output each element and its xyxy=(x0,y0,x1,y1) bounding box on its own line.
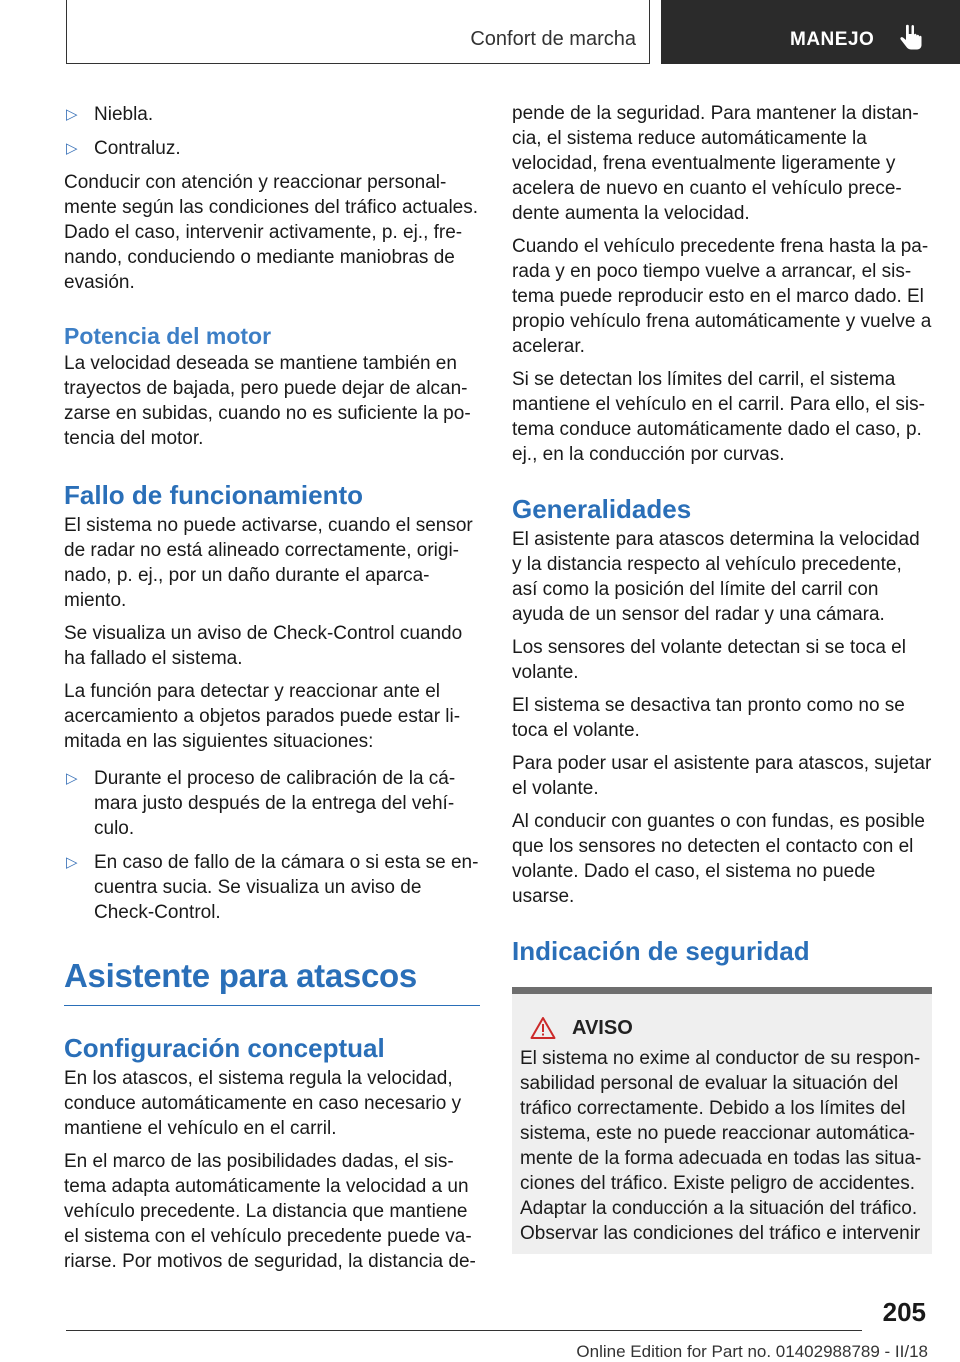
list-item: ▷ Durante el proceso de calibración de la cá‐mara justo después de la entrega del vehí‐culo. xyxy=(66,768,456,839)
heading-configuracion-conceptual: Configuración conceptual xyxy=(64,1033,385,1063)
paragraph: Conducir con atención y reaccionar personal‐mente según las condiciones del tráfico actuales. Dado el caso, intervenir activamente, p. ej., fre‐nando, conduciendo o mediante maniobras de evasión. xyxy=(64,172,479,293)
warning-title: AVISO xyxy=(520,1016,926,1040)
paragraph: En los atascos, el sistema regula la velocidad, conduce automáticamente en caso necesario y mantiene el vehículo en el carril. xyxy=(64,1068,462,1139)
warning-triangle-icon xyxy=(530,1016,556,1040)
paragraph: Se visualiza un aviso de Check-Control cuando ha fallado el sistema. xyxy=(64,623,463,669)
header-chapter-tab xyxy=(661,0,960,64)
heading-asistente-atascos: Asistente para atascos xyxy=(64,957,417,994)
paragraph: pende de la seguridad. Para mantener la distan‐cia, el sistema reduce automáticamente la velocidad, frena eventualmente ligeramente y acelera de nuevo en cuanto el vehículo prece‐dente aumenta la velocidad. xyxy=(512,103,919,224)
paragraph: Al conducir con guantes o con fundas, es posible que los sensores no detecten el contacto con el volante. Dado el caso, el sistema no puede usarse. xyxy=(512,811,925,907)
paragraph: El asistente para atascos determina la velocidad y la distancia respecto al vehículo precedente, así como la posición del límite del carril con ayuda de un sensor del radar y una cámara. xyxy=(512,529,920,625)
heading-generalidades: Generalidades xyxy=(512,494,692,524)
paragraph: El sistema no puede activarse, cuando el sensor de radar no está alineado correctamente, origi‐nado, p. ej., por un daño durante el aparca‐miento. xyxy=(64,515,473,611)
page-number: 205 xyxy=(882,1297,926,1327)
triangle-bullet-icon: ▷ xyxy=(66,770,78,787)
header-bottom-rule xyxy=(66,63,650,64)
paragraph: La velocidad deseada se mantiene también en trayectos de bajada, pero puede dejar de alcan‐zarse en subidas, cuando no es suficiente la po‐tencia del motor. xyxy=(64,353,471,449)
heading-fallo-funcionamiento: Fallo de funcionamiento xyxy=(64,480,364,510)
header-section-title: Confort de marcha xyxy=(470,28,636,50)
triangle-bullet-icon: ▷ xyxy=(66,854,78,871)
chapter-tab-label: MANEJO xyxy=(790,29,875,50)
paragraph: Si se detectan los límites del carril, el sistema mantiene el vehículo en el carril. Para ello, el sis‐tema conduce automáticamente dado el caso, p. ej., en la conducción por curvas. xyxy=(512,369,925,465)
paragraph: Cuando el vehículo precedente frena hasta la pa‐rada y en poco tiempo vuelve a arrancar, el sis‐tema puede reproducir esto en el marco dado. El propio vehículo frena automáticamente y vuelve a acelerar. xyxy=(512,236,932,357)
right-column xyxy=(512,101,932,1254)
warning-box-top-bar xyxy=(512,987,932,994)
warning-text: El sistema no exime al conductor de su respon‐sabilidad personal de evaluar la situación del tráfico correctamente. Debido a los límites del sistema, este no puede reaccionar automática‐mente de la forma adecuada en todas las situa‐ciones del tráfico. Existe peligro de accidentes. Adaptar la conducción a la situación del tráfico. Observar las condiciones del tráfico e intervenir xyxy=(520,1048,922,1244)
heading-rule xyxy=(64,1005,480,1006)
warning-box xyxy=(512,987,932,1254)
triangle-bullet-icon: ▷ xyxy=(66,140,78,157)
list-item: ▷ En caso de fallo de la cámara o si esta se en‐cuentra sucia. Se visualiza un aviso de Check-Control. xyxy=(66,852,479,923)
hand-pointer-icon xyxy=(895,22,927,54)
list-item: ▷ Niebla. xyxy=(66,104,154,125)
paragraph: La función para detectar y reaccionar ante el acercamiento a objetos parados puede estar li‐mitada en las siguientes situaciones: xyxy=(64,681,461,752)
paragraph: Los sensores del volante detectan si se toca el volante. xyxy=(512,637,906,683)
paragraph: El sistema se desactiva tan pronto como no se toca el volante. xyxy=(512,695,905,741)
footer-edition: Online Edition for Part no. 01402988789 - II/18 xyxy=(576,1342,928,1361)
header-left-rule xyxy=(66,0,67,64)
list-item: ▷ Contraluz. xyxy=(66,138,181,159)
footer-rule xyxy=(66,1330,862,1331)
warning-box-body xyxy=(512,994,932,1254)
paragraph: Para poder usar el asistente para atascos, sujetar el volante. xyxy=(512,753,932,799)
heading-potencia-motor: Potencia del motor xyxy=(64,323,272,349)
triangle-bullet-icon: ▷ xyxy=(66,106,78,123)
heading-indicacion-seguridad: Indicación de seguridad xyxy=(512,936,810,966)
header-divider xyxy=(649,0,650,64)
paragraph: En el marco de las posibilidades dadas, el sis‐tema adapta automáticamente la velocidad a un vehículo precedente. La distancia que mantiene el sistema con el vehículo precedente puede va‐riarse. Por motivos de seguridad, la distancia de‐ xyxy=(64,1151,476,1272)
left-column xyxy=(64,102,480,1282)
